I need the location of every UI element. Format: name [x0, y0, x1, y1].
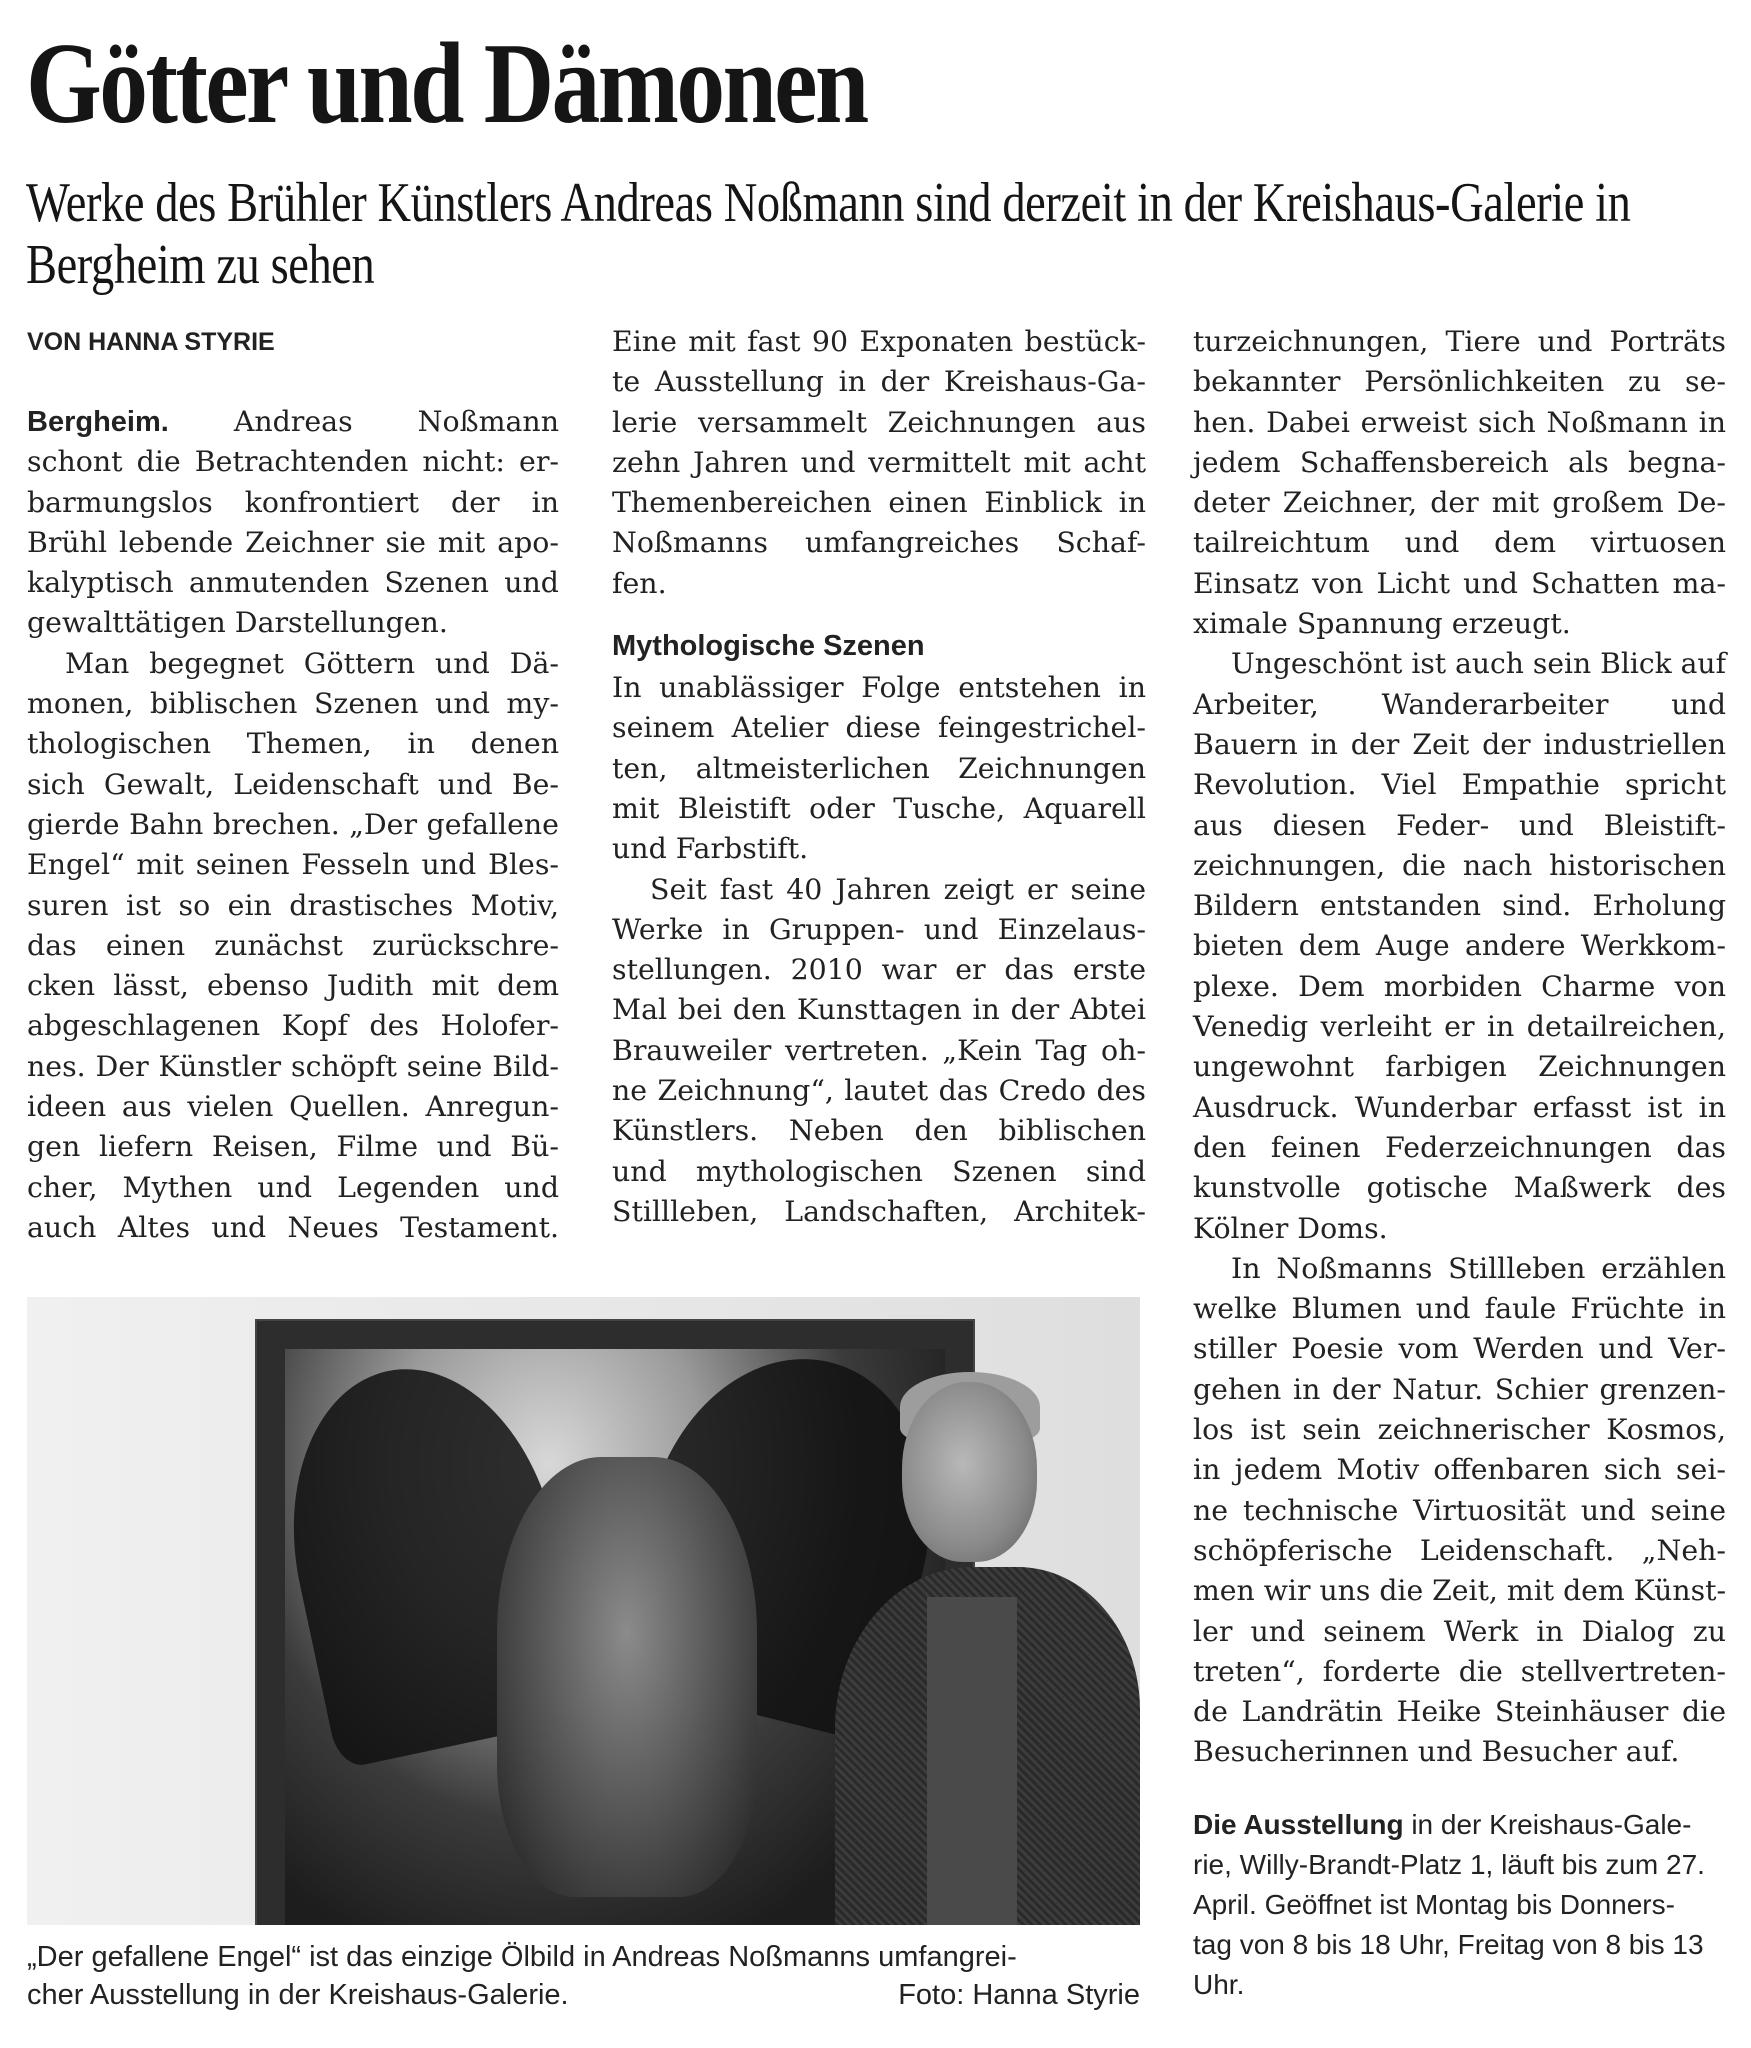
text-line: Seit fast 40 Jahren zeigt er seine	[650, 872, 1146, 906]
text-line: monen, biblischen Szenen und my-	[27, 687, 559, 721]
exhibition-info-box	[1193, 1805, 1726, 2005]
text-line: stellungen. 2010 war er das erste	[612, 953, 1146, 987]
text-line: jedem Schaffensbereich als begna-	[1193, 445, 1726, 479]
photo-credit: Foto: Hanna Styrie	[898, 1979, 1140, 2011]
text-line: Werke in Gruppen- und Einzelaus-	[612, 912, 1146, 946]
text-line: bekannter Persönlichkeiten zu se-	[1193, 365, 1726, 399]
text-line: hen. Dabei erweist sich Noßmann in	[1193, 405, 1726, 439]
text-line: Bildern entstanden sind. Erholung	[1193, 889, 1726, 923]
text-line: fen.	[612, 566, 667, 600]
text-line: sich Gewalt, Leidenschaft und Be-	[27, 767, 559, 801]
artist-shirt	[927, 1597, 1017, 1925]
text-line: mit Bleistift oder Tusche, Aquarell	[612, 791, 1146, 825]
text-line: Noßmanns umfangreiches Schaf-	[612, 526, 1146, 560]
text-line: bieten dem Auge andere Werkkom-	[1193, 929, 1726, 963]
text-line: schont die Betrachtenden nicht: er-	[27, 445, 559, 479]
section-subhead: Mythologische Szenen	[612, 630, 925, 663]
text-line: Engel“ mit seinen Fesseln und Bles-	[27, 848, 559, 882]
text-line: ideen aus vielen Quellen. Anregun-	[27, 1090, 559, 1124]
subheadline: Werke des Brühler Künstlers Andreas Noßmann sind derzeit in der Kreishaus-Galerie in Bergheim zu sehen	[26, 172, 1631, 296]
artist-face	[902, 1382, 1037, 1562]
text-line: Bergheim. Andreas Noßmann	[27, 405, 559, 438]
info-lead: Die Ausstellung	[1193, 1809, 1404, 1840]
text-line: Venedig verleiht er in detailreichen,	[1193, 1010, 1726, 1044]
text-line: suren ist so ein drastisches Motiv,	[27, 888, 559, 922]
text-line: und Farbstift.	[612, 832, 809, 866]
text-line: deter Zeichner, der mit großem De-	[1193, 486, 1726, 520]
text-line: seinem Atelier diese feingestrichel-	[612, 711, 1146, 745]
text-line: gierde Bahn brechen. „Der gefallene	[27, 807, 559, 841]
text-line: aus diesen Feder- und Bleistift-	[1193, 808, 1726, 842]
text-line: Arbeiter, Wanderarbeiter und	[1193, 687, 1726, 721]
info-line: April. Geöffnet ist Montag bis Donners-	[1193, 1889, 1675, 1920]
byline: VON HANNA STYRIE	[27, 328, 275, 356]
text-line: schöpferische Leidenschaft. „Neh-	[1193, 1533, 1726, 1567]
photo-caption	[27, 1938, 1140, 2014]
text-line: ne technische Virtuosität und seine	[1193, 1493, 1726, 1527]
article-photo	[27, 1297, 1140, 1925]
text-line: das einen zunächst zurückschre-	[27, 928, 559, 962]
text-line: turzeichnungen, Tiere und Porträts	[1193, 325, 1726, 358]
text-line: In Noßmanns Stillleben erzählen	[1231, 1251, 1726, 1285]
text-line: gewalttätigen Darstellungen.	[27, 606, 448, 640]
info-line: rie, Willy-Brandt-Platz 1, läuft bis zum 27.	[1193, 1849, 1705, 1880]
headline: Götter und Dämonen	[26, 20, 867, 148]
caption-line: „Der gefallene Engel“ ist das einzige Ölbild in Andreas Noßmanns umfangrei-	[27, 1941, 1017, 1973]
article-column-1	[27, 402, 559, 1248]
info-line: tag von 8 bis 18 Uhr, Freitag von 8 bis 13	[1193, 1929, 1704, 1960]
text-line: ten, altmeisterlichen Zeichnungen	[612, 751, 1146, 785]
text-line: men wir uns die Zeit, mit dem Künst-	[1193, 1574, 1726, 1608]
text-line: cher, Mythen und Legenden und	[27, 1170, 559, 1204]
text-line: plexe. Dem morbiden Charme von	[1193, 969, 1726, 1003]
text-line: zeichnungen, die nach historischen	[1193, 848, 1726, 882]
text-line: te Ausstellung in der Kreishaus-Ga-	[612, 365, 1146, 399]
text-line: tailreichtum und dem virtuosen	[1193, 526, 1726, 560]
info-line: Die Ausstellung in der Kreishaus-Gale-	[1193, 1809, 1692, 1840]
text-line: Mal bei den Kunsttagen in der Abtei	[612, 993, 1146, 1027]
dateline: Bergheim.	[27, 406, 169, 438]
text-line: ximale Spannung erzeugt.	[1193, 607, 1571, 641]
text-line: de Landrätin Heike Steinhäuser die	[1193, 1695, 1726, 1729]
caption-line	[27, 1976, 1140, 2014]
text-line: Themenbereichen einen Einblick in	[612, 486, 1146, 520]
text-line: kunstvolle gotische Maßwerk des	[1193, 1171, 1726, 1205]
text-line: auch Altes und Neues Testament.	[27, 1210, 559, 1244]
text-line: lerie versammelt Zeichnungen aus	[612, 405, 1146, 439]
text-line: gehen in der Natur. Schier grenzen-	[1193, 1372, 1726, 1406]
text-line: Bauern in der Zeit der industriellen	[1193, 727, 1726, 761]
text-line: Eine mit fast 90 Exponaten bestück-	[612, 325, 1146, 358]
text-line: barmungslos konfrontiert der in	[27, 485, 559, 519]
text-line: treten“, forderte die stellvertreten-	[1193, 1654, 1726, 1688]
text-line: zehn Jahren und vermittelt mit acht	[612, 445, 1146, 479]
text-line: Künstlers. Neben den biblischen	[612, 1114, 1146, 1148]
text-line: Revolution. Viel Empathie spricht	[1193, 768, 1726, 802]
text-line: Ungeschönt ist auch sein Blick auf	[1231, 647, 1726, 681]
text-line: In unablässiger Folge entstehen in	[612, 671, 1146, 705]
text-line: und mythologischen Szenen sind	[612, 1154, 1146, 1188]
text-line: ne Zeichnung“, lautet das Credo des	[612, 1074, 1146, 1108]
text-line: Kölner Doms.	[1193, 1211, 1388, 1245]
text-line: abgeschlagenen Kopf des Holofer-	[27, 1009, 559, 1043]
text-line: Einsatz von Licht und Schatten ma-	[1193, 566, 1726, 600]
text-line: kalyptisch anmutenden Szenen und	[27, 566, 559, 600]
text-line: Besucherinnen und Besucher auf.	[1193, 1735, 1680, 1769]
text-line: thologischen Themen, in denen	[27, 727, 559, 761]
text-line: Stillleben, Landschaften, Architek-	[612, 1194, 1146, 1228]
text-line: Brauweiler vertreten. „Kein Tag oh-	[612, 1033, 1146, 1067]
info-line: Uhr.	[1193, 1969, 1245, 2000]
text-line: den feinen Federzeichnungen das	[1193, 1130, 1726, 1164]
article-column-2	[612, 322, 1146, 1232]
text-line: nes. Der Künstler schöpft seine Bild-	[27, 1049, 559, 1083]
text-line: Ausdruck. Wunderbar erfasst ist in	[1193, 1090, 1726, 1124]
article-column-3	[1193, 322, 1726, 1773]
text-line: in jedem Motiv offenbaren sich sei-	[1193, 1453, 1726, 1487]
text-line: Man begegnet Göttern und Dä-	[65, 646, 559, 680]
text-line: ler und seinem Werk in Dialog zu	[1193, 1614, 1726, 1648]
text-line: gen liefern Reisen, Filme und Bü-	[27, 1130, 559, 1164]
text-line: stiller Poesie vom Werden und Ver-	[1193, 1332, 1726, 1366]
text-line: welke Blumen und faule Früchte in	[1193, 1292, 1726, 1326]
text-line: los ist sein zeichnerischer Kosmos,	[1193, 1413, 1726, 1447]
angel-figure	[497, 1457, 757, 1897]
text-line: cken lässt, ebenso Judith mit dem	[27, 969, 559, 1003]
caption-text: cher Ausstellung in der Kreishaus-Galerie.	[27, 1979, 569, 2011]
text-line: ungewohnt farbigen Zeichnungen	[1193, 1050, 1726, 1084]
text-line: Brühl lebende Zeichner sie mit apo-	[27, 525, 559, 559]
